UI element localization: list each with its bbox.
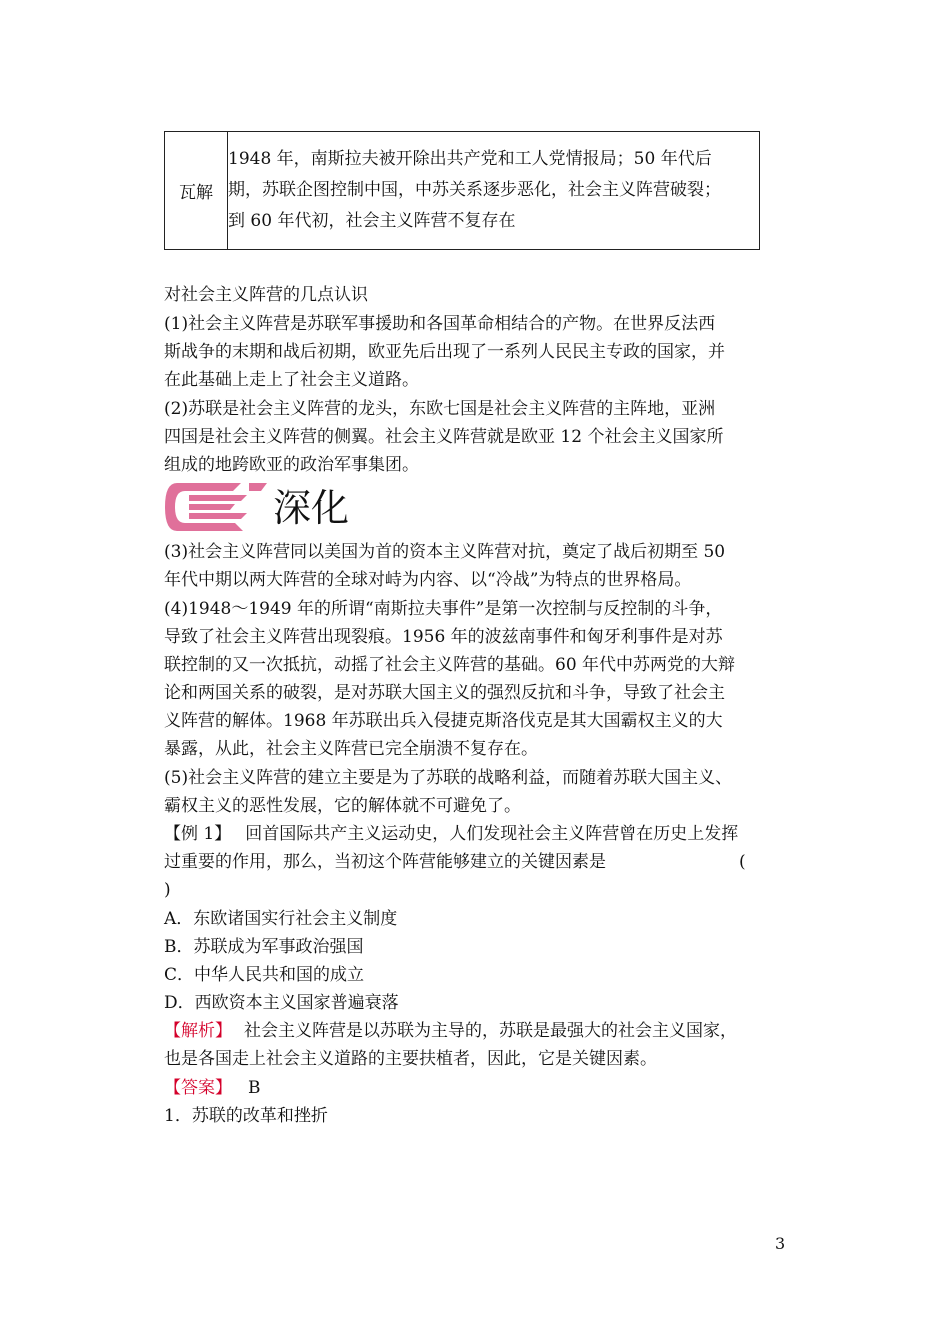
table-body-cell (228, 132, 760, 250)
option-d: D．西欧资本主义国家普遍衰落 (164, 993, 399, 1013)
paragraph-line: (5)社会主义阵营的建立主要是为了苏联的战略利益，而随着苏联大国主义、 (164, 768, 733, 788)
analysis-cont: 也是各国走上社会主义道路的主要扶植者，因此，它是关键因素。 (164, 1049, 657, 1069)
paragraph-line: 组成的地跨欧亚的政治军事集团。 (164, 455, 419, 475)
table-line: 到 60 年代初，社会主义阵营不复存在 (228, 211, 516, 231)
table-line: 1948 年，南斯拉夫被开除出共产党和工人党情报局；50 年代后 (228, 149, 712, 169)
table-line: 期，苏联企图控制中国，中苏关系逐步恶化，社会主义阵营破裂； (228, 180, 721, 200)
dissolve-table (164, 131, 760, 250)
example-question (164, 823, 738, 845)
paragraph-line: 四国是社会主义阵营的侧翼。社会主义阵营就是欧亚 12 个社会主义国家所 (164, 427, 724, 447)
deepen-banner (163, 479, 383, 535)
option-a: A．东欧诸国实行社会主义制度 (164, 909, 398, 929)
example-tag: 【例 1】 (164, 824, 232, 844)
paragraph-line: 联控制的又一次抵抗，动摇了社会主义阵营的基础。60 年代中苏两党的大辩 (164, 655, 736, 675)
answer-paren-close: ) (164, 880, 171, 900)
example-question-cont (164, 851, 606, 873)
option-b: B．苏联成为军事政治强国 (164, 937, 364, 957)
paragraph-line: 义阵营的解体。1968 年苏联出兵入侵捷克斯洛伐克是其大国霸权主义的大 (164, 711, 723, 731)
analysis-text: 社会主义阵营是以苏联为主导的，苏联是最强大的社会主义国家， (244, 1021, 737, 1041)
paragraph-line: 论和两国关系的破裂，是对苏联大国主义的强烈反抗和斗争，导致了社会主 (164, 683, 725, 703)
answer (164, 1077, 261, 1099)
deepen-logo-icon (163, 479, 383, 535)
paragraph-line: 斯战争的末期和战后初期，欧亚先后出现了一系列人民民主专政的国家，并 (164, 342, 725, 362)
paragraph-line: 霸权主义的恶性发展，它的解体就不可避免了。 (164, 796, 521, 816)
answer-paren-open: ( (739, 852, 746, 872)
example-text: 回首国际共产主义运动史，人们发现社会主义阵营曾在历史上发挥 (245, 824, 739, 844)
paragraph-line: (3)社会主义阵营同以美国为首的资本主义阵营对抗，奠定了战后初期至 50 (164, 542, 726, 562)
section-title: 对社会主义阵营的几点认识 (164, 285, 368, 305)
paragraph-line: 导致了社会主义阵营出现裂痕。1956 年的波兹南事件和匈牙利事件是对苏 (164, 627, 723, 647)
paragraph-line: 暴露，从此，社会主义阵营已完全崩溃不复存在。 (164, 739, 538, 759)
paragraph-line: 年代中期以两大阵营的全球对峙为内容、以“冷战”为特点的世界格局。 (164, 570, 692, 590)
next-heading: 1．苏联的改革和挫折 (164, 1106, 328, 1126)
analysis (164, 1020, 737, 1042)
page-number: 3 (775, 1234, 786, 1253)
paragraph-line: 在此基础上走上了社会主义道路。 (164, 370, 419, 390)
paragraph-line: (1)社会主义阵营是苏联军事援助和各国革命相结合的产物。在世界反法西 (164, 314, 716, 334)
analysis-tag: 【解析】 (164, 1021, 232, 1041)
answer-tag: 【答案】 (164, 1078, 232, 1098)
option-c: C．中华人民共和国的成立 (164, 965, 365, 985)
table-head-cell: 瓦解 (165, 132, 228, 250)
example-text: 过重要的作用，那么，当初这个阵营能够建立的关键因素是 (164, 852, 606, 872)
paragraph-line: (4)1948～1949 年的所谓“南斯拉夫事件”是第一次控制与反控制的斗争， (164, 599, 723, 619)
answer-value: B (248, 1078, 261, 1098)
deepen-label: 深化 (273, 486, 350, 530)
paragraph-line: (2)苏联是社会主义阵营的龙头，东欧七国是社会主义阵营的主阵地，亚洲 (164, 399, 716, 419)
